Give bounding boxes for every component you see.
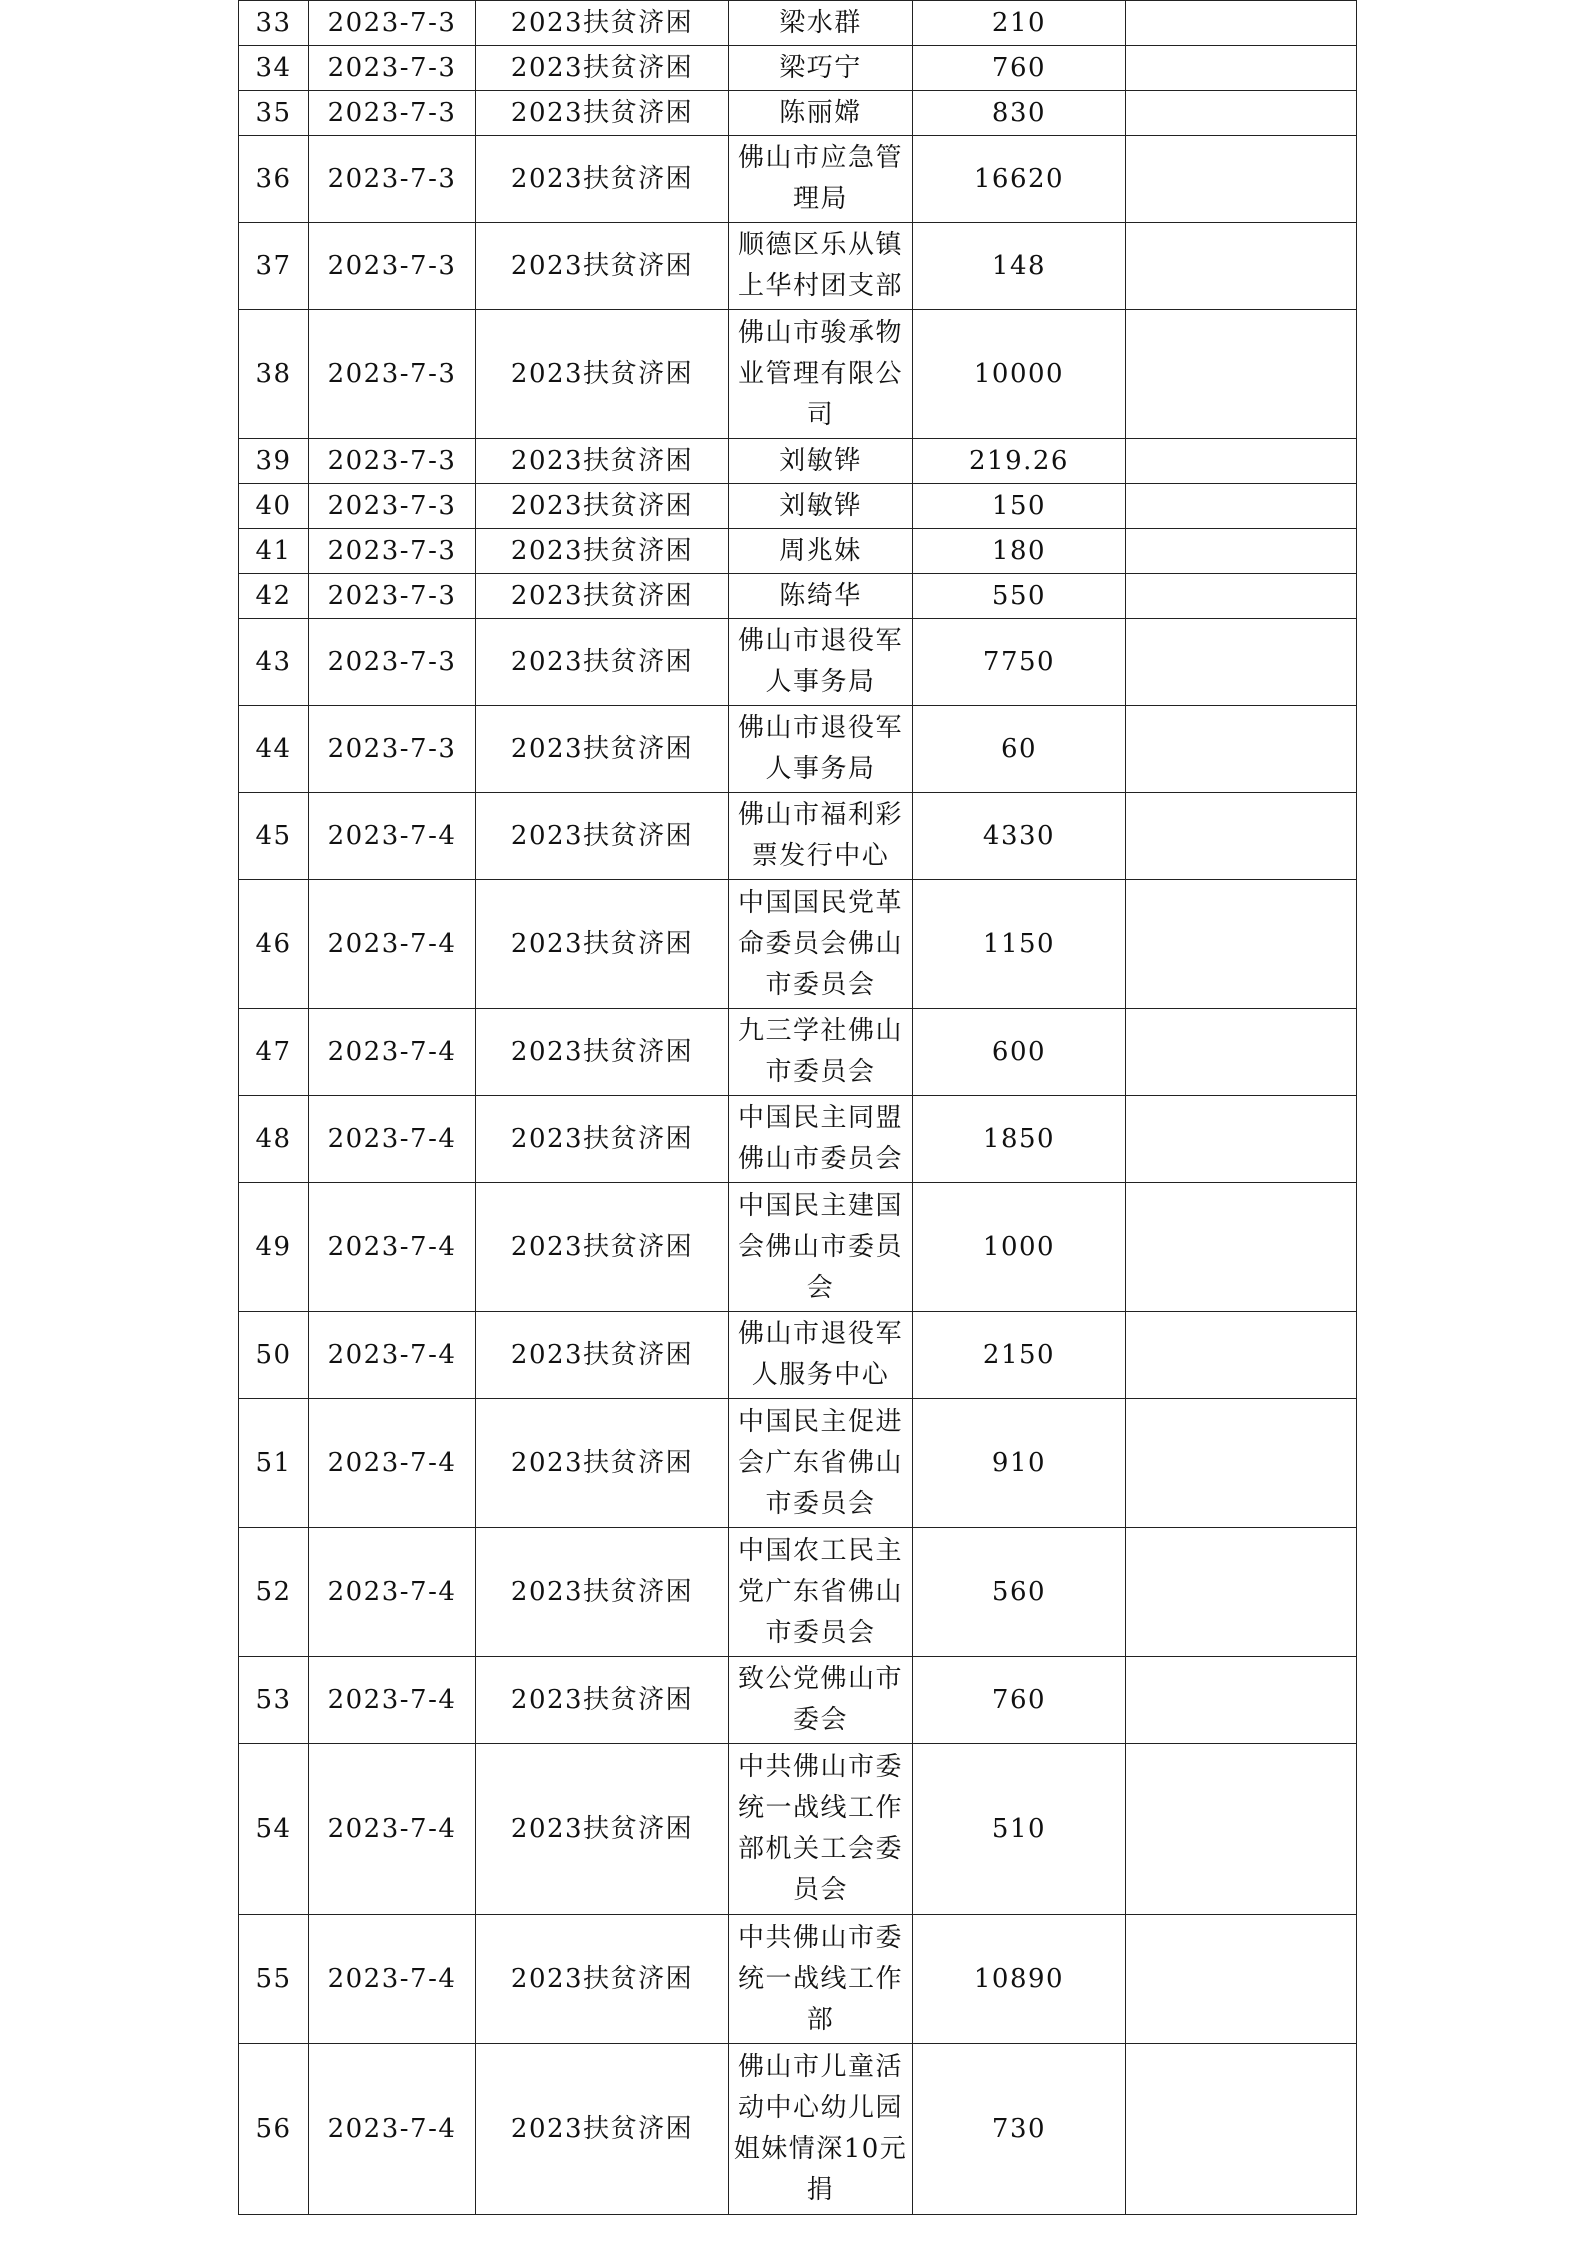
row-number: 46 <box>239 880 309 1009</box>
table-row <box>239 1096 1357 1183</box>
donation-amount: 210 <box>913 1 1126 46</box>
donation-project: 2023扶贫济困 <box>476 793 729 880</box>
donor-name: 致公党佛山市委会 <box>729 1657 913 1744</box>
remark-cell <box>1126 484 1357 529</box>
remark-cell <box>1126 1657 1357 1744</box>
donation-project: 2023扶贫济困 <box>476 91 729 136</box>
row-number: 54 <box>239 1744 309 1915</box>
remark-cell <box>1126 1528 1357 1657</box>
donor-name: 佛山市退役军人事务局 <box>729 706 913 793</box>
remark-cell <box>1126 1915 1357 2044</box>
donation-project: 2023扶贫济困 <box>476 46 729 91</box>
donor-name: 刘敏铧 <box>729 484 913 529</box>
donation-amount: 2150 <box>913 1312 1126 1399</box>
donation-amount: 1000 <box>913 1183 1126 1312</box>
remark-cell <box>1126 529 1357 574</box>
donation-amount: 1850 <box>913 1096 1126 1183</box>
donation-date: 2023-7-3 <box>309 529 476 574</box>
donation-date: 2023-7-3 <box>309 706 476 793</box>
donation-project: 2023扶贫济困 <box>476 706 729 793</box>
donation-amount: 219.26 <box>913 439 1126 484</box>
row-number: 37 <box>239 223 309 310</box>
table-row <box>239 484 1357 529</box>
remark-cell <box>1126 223 1357 310</box>
donation-date: 2023-7-3 <box>309 310 476 439</box>
remark-cell <box>1126 880 1357 1009</box>
donation-amount: 10000 <box>913 310 1126 439</box>
row-number: 45 <box>239 793 309 880</box>
donation-amount: 180 <box>913 529 1126 574</box>
remark-cell <box>1126 574 1357 619</box>
row-number: 40 <box>239 484 309 529</box>
row-number: 52 <box>239 1528 309 1657</box>
donation-amount: 600 <box>913 1009 1126 1096</box>
table-row <box>239 706 1357 793</box>
donation-amount: 730 <box>913 2044 1126 2215</box>
table-row <box>239 793 1357 880</box>
row-number: 36 <box>239 136 309 223</box>
donation-date: 2023-7-4 <box>309 1183 476 1312</box>
donor-name: 顺德区乐从镇上华村团支部 <box>729 223 913 310</box>
remark-cell <box>1126 1744 1357 1915</box>
donation-project: 2023扶贫济困 <box>476 880 729 1009</box>
row-number: 42 <box>239 574 309 619</box>
table-row <box>239 529 1357 574</box>
table-row <box>239 619 1357 706</box>
donation-date: 2023-7-4 <box>309 880 476 1009</box>
table-row <box>239 1 1357 46</box>
donation-date: 2023-7-3 <box>309 439 476 484</box>
donor-name: 陈丽嫦 <box>729 91 913 136</box>
table-row <box>239 1528 1357 1657</box>
donation-amount: 550 <box>913 574 1126 619</box>
donor-name: 中国国民党革命委员会佛山市委员会 <box>729 880 913 1009</box>
donation-project: 2023扶贫济困 <box>476 1009 729 1096</box>
donation-amount: 760 <box>913 46 1126 91</box>
donation-amount: 148 <box>913 223 1126 310</box>
donation-project: 2023扶贫济困 <box>476 1915 729 2044</box>
remark-cell <box>1126 2044 1357 2215</box>
donor-name: 中共佛山市委统一战线工作部 <box>729 1915 913 2044</box>
table-row <box>239 136 1357 223</box>
donor-name: 九三学社佛山市委员会 <box>729 1009 913 1096</box>
donation-date: 2023-7-4 <box>309 1744 476 1915</box>
donation-date: 2023-7-4 <box>309 1915 476 2044</box>
donation-date: 2023-7-3 <box>309 1 476 46</box>
donation-project: 2023扶贫济困 <box>476 1657 729 1744</box>
donation-amount: 16620 <box>913 136 1126 223</box>
donation-amount: 10890 <box>913 1915 1126 2044</box>
donation-project: 2023扶贫济困 <box>476 1 729 46</box>
remark-cell <box>1126 1183 1357 1312</box>
row-number: 41 <box>239 529 309 574</box>
donation-amount: 150 <box>913 484 1126 529</box>
donation-amount: 7750 <box>913 619 1126 706</box>
table-row <box>239 310 1357 439</box>
donor-name: 中国民主建国会佛山市委员会 <box>729 1183 913 1312</box>
donation-amount: 910 <box>913 1399 1126 1528</box>
donor-name: 刘敏铧 <box>729 439 913 484</box>
donor-name: 中国民主同盟佛山市委员会 <box>729 1096 913 1183</box>
row-number: 49 <box>239 1183 309 1312</box>
donation-project: 2023扶贫济困 <box>476 223 729 310</box>
donation-date: 2023-7-3 <box>309 46 476 91</box>
donation-project: 2023扶贫济困 <box>476 529 729 574</box>
donation-project: 2023扶贫济困 <box>476 1312 729 1399</box>
donation-date: 2023-7-3 <box>309 223 476 310</box>
donation-project: 2023扶贫济困 <box>476 2044 729 2215</box>
donation-project: 2023扶贫济困 <box>476 574 729 619</box>
row-number: 50 <box>239 1312 309 1399</box>
row-number: 48 <box>239 1096 309 1183</box>
table-row <box>239 91 1357 136</box>
table-row <box>239 46 1357 91</box>
donation-date: 2023-7-3 <box>309 619 476 706</box>
donation-date: 2023-7-4 <box>309 1096 476 1183</box>
donation-date: 2023-7-4 <box>309 1657 476 1744</box>
donation-date: 2023-7-3 <box>309 136 476 223</box>
donor-name: 佛山市退役军人事务局 <box>729 619 913 706</box>
row-number: 55 <box>239 1915 309 2044</box>
donation-date: 2023-7-3 <box>309 574 476 619</box>
donation-project: 2023扶贫济困 <box>476 136 729 223</box>
remark-cell <box>1126 1399 1357 1528</box>
donation-date: 2023-7-4 <box>309 793 476 880</box>
donation-date: 2023-7-3 <box>309 91 476 136</box>
remark-cell <box>1126 91 1357 136</box>
table-row <box>239 1312 1357 1399</box>
table-row <box>239 880 1357 1009</box>
table-row <box>239 2044 1357 2215</box>
donation-ledger-table <box>238 0 1357 2215</box>
table-row <box>239 1657 1357 1744</box>
donation-project: 2023扶贫济困 <box>476 1096 729 1183</box>
remark-cell <box>1126 1009 1357 1096</box>
row-number: 38 <box>239 310 309 439</box>
donation-amount: 4330 <box>913 793 1126 880</box>
donation-date: 2023-7-4 <box>309 2044 476 2215</box>
row-number: 47 <box>239 1009 309 1096</box>
donation-project: 2023扶贫济困 <box>476 1744 729 1915</box>
remark-cell <box>1126 619 1357 706</box>
donation-amount: 1150 <box>913 880 1126 1009</box>
remark-cell <box>1126 136 1357 223</box>
table-row <box>239 439 1357 484</box>
donation-project: 2023扶贫济困 <box>476 1528 729 1657</box>
remark-cell <box>1126 1096 1357 1183</box>
donation-project: 2023扶贫济困 <box>476 310 729 439</box>
donor-name: 佛山市福利彩票发行中心 <box>729 793 913 880</box>
table-row <box>239 1744 1357 1915</box>
donor-name: 中共佛山市委统一战线工作部机关工会委员会 <box>729 1744 913 1915</box>
donor-name: 中国农工民主党广东省佛山市委员会 <box>729 1528 913 1657</box>
donor-name: 佛山市骏承物业管理有限公司 <box>729 310 913 439</box>
remark-cell <box>1126 706 1357 793</box>
donation-amount: 510 <box>913 1744 1126 1915</box>
row-number: 43 <box>239 619 309 706</box>
table-row <box>239 1399 1357 1528</box>
donor-name: 陈绮华 <box>729 574 913 619</box>
table-row <box>239 1915 1357 2044</box>
donation-project: 2023扶贫济困 <box>476 1399 729 1528</box>
table-row <box>239 223 1357 310</box>
table-row <box>239 1183 1357 1312</box>
row-number: 39 <box>239 439 309 484</box>
row-number: 34 <box>239 46 309 91</box>
donation-project: 2023扶贫济困 <box>476 439 729 484</box>
remark-cell <box>1126 793 1357 880</box>
donation-amount: 60 <box>913 706 1126 793</box>
row-number: 53 <box>239 1657 309 1744</box>
donation-date: 2023-7-4 <box>309 1528 476 1657</box>
remark-cell <box>1126 1 1357 46</box>
donation-project: 2023扶贫济困 <box>476 1183 729 1312</box>
table-row <box>239 1009 1357 1096</box>
row-number: 56 <box>239 2044 309 2215</box>
donation-project: 2023扶贫济困 <box>476 484 729 529</box>
row-number: 44 <box>239 706 309 793</box>
donor-name: 佛山市应急管理局 <box>729 136 913 223</box>
row-number: 33 <box>239 1 309 46</box>
donation-date: 2023-7-4 <box>309 1009 476 1096</box>
donor-name: 周兆妹 <box>729 529 913 574</box>
donation-date: 2023-7-4 <box>309 1312 476 1399</box>
remark-cell <box>1126 310 1357 439</box>
ledger-body <box>239 1 1357 2215</box>
donation-date: 2023-7-4 <box>309 1399 476 1528</box>
donation-date: 2023-7-3 <box>309 484 476 529</box>
donor-name: 梁水群 <box>729 1 913 46</box>
remark-cell <box>1126 439 1357 484</box>
donation-amount: 760 <box>913 1657 1126 1744</box>
row-number: 35 <box>239 91 309 136</box>
donor-name: 梁巧宁 <box>729 46 913 91</box>
table-row <box>239 574 1357 619</box>
donor-name: 佛山市退役军人服务中心 <box>729 1312 913 1399</box>
donor-name: 佛山市儿童活动中心幼儿园姐妹情深10元捐 <box>729 2044 913 2215</box>
donation-amount: 830 <box>913 91 1126 136</box>
donor-name: 中国民主促进会广东省佛山市委员会 <box>729 1399 913 1528</box>
row-number: 51 <box>239 1399 309 1528</box>
remark-cell <box>1126 46 1357 91</box>
donation-amount: 560 <box>913 1528 1126 1657</box>
remark-cell <box>1126 1312 1357 1399</box>
donation-project: 2023扶贫济困 <box>476 619 729 706</box>
